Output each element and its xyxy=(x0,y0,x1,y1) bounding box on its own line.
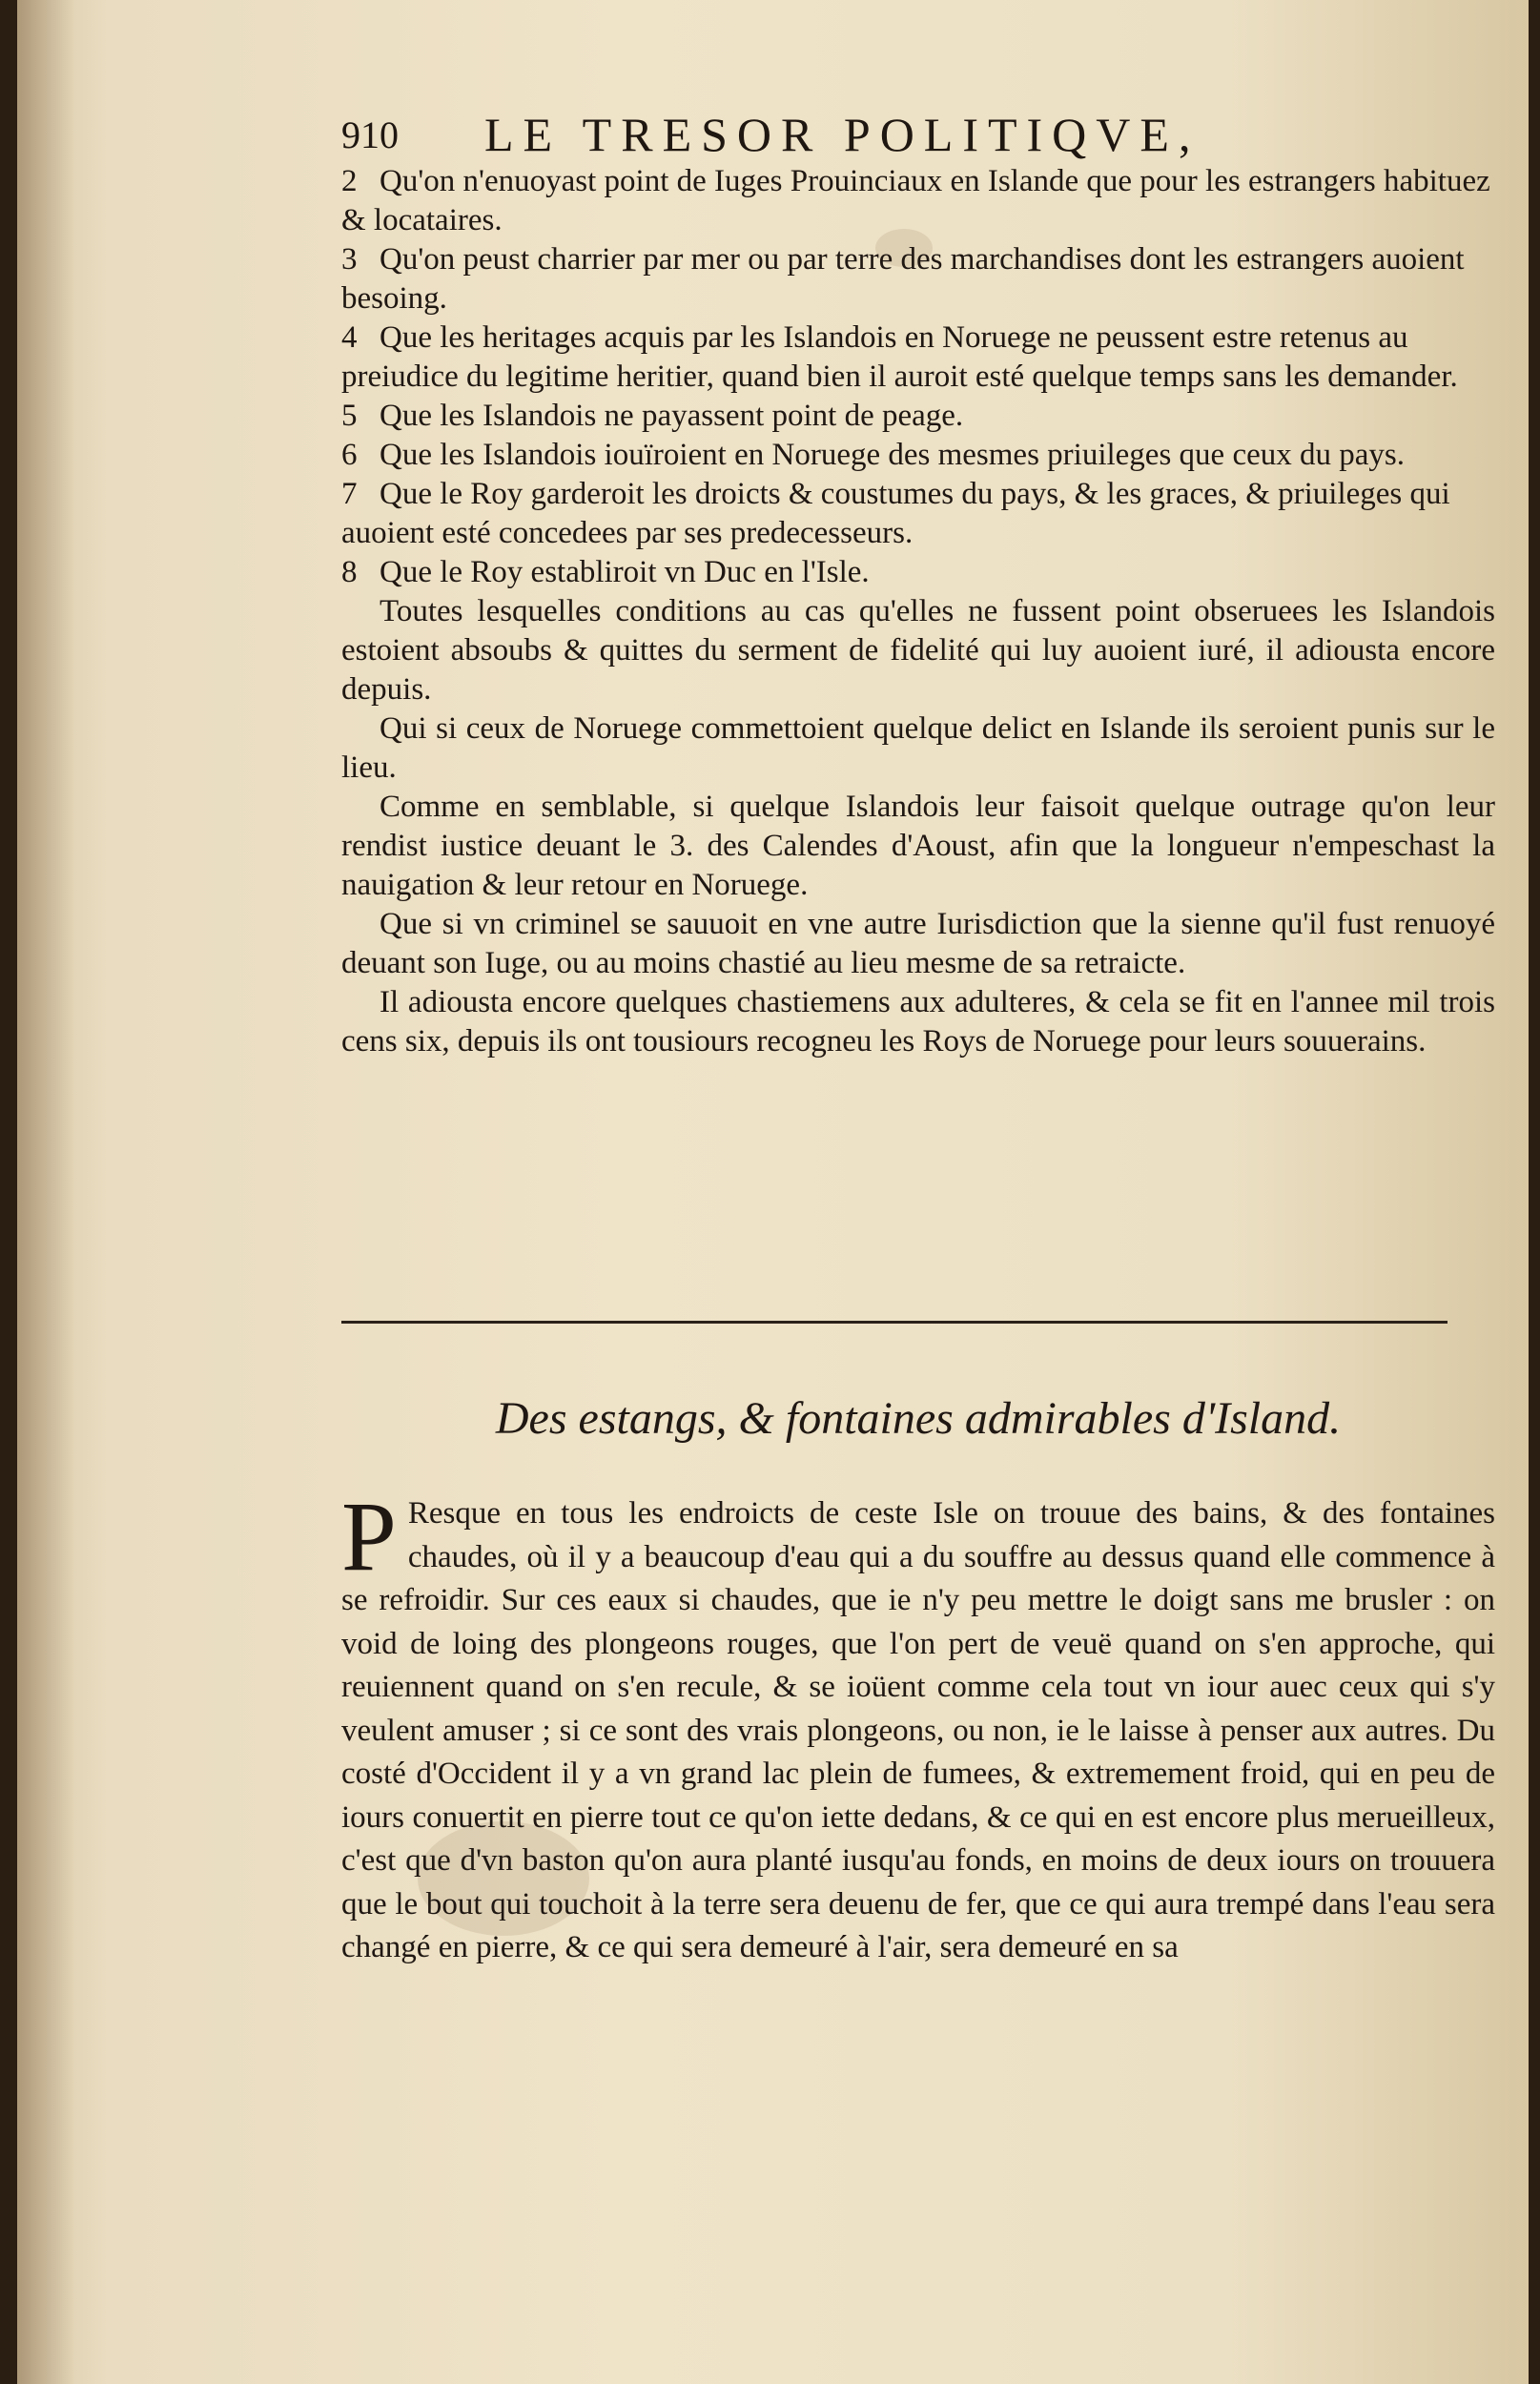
running-title: LE TRESOR POLITIQVE, xyxy=(484,108,1201,161)
article-number: 4 xyxy=(341,320,358,355)
section-heading: Des estangs, & fontaines admirables d'Island. xyxy=(495,1393,1342,1444)
paragraph: Que si vn criminel se sauuoit en vne autre Iurisdiction que la sienne qu'il fust renuoyé deuant son Iuge, ou au moins chastié au lieu mesme de sa retraicte. xyxy=(341,907,1495,980)
drop-cap: P xyxy=(341,1482,397,1592)
article-3 xyxy=(341,240,1495,319)
article-7 xyxy=(341,475,1495,553)
article-text: Qu'on peust charrier par mer ou par terre des marchandises dont les estrangers auoient besoing. xyxy=(341,242,1465,316)
article-number: 8 xyxy=(341,555,358,589)
section-text: Resque en tous les endroicts de ceste Isle on trouue des bains, & des fontaines chaudes, où il y a beaucoup d'eau qui a du souffre au dessus quand elle commence à se refroidir. Sur ces eaux si chaudes, que ie n'y peu mettre le doigt sans me brusler : on void de loing des plongeons rouges, que l'on pert de veuë quand on s'en approche, qui reuiennent quand on s'en recule, & se ioüent comme cela tout vn iour auec ceux qui s'y veulent amuser ; si ce sont des vrais plongeons, ou non, ie le laisse à penser aux autres. Du costé d'Occident il y a vn grand lac plein de fumees, & extremement froid, qui en peu de iours conuertit en pierre tout ce qu'on iette dedans, & ce qui en est encore plus merueilleux, c'est que d'vn baston qu'on aura planté iusqu'au fonds, en moins de deux iours on trouuera que le bout qui touchoit à la terre sera deuenu de fer, que ce qui aura trempé dans l'eau sera changé en pierre, & ce qui sera demeuré à l'air, sera demeuré en sa xyxy=(341,1496,1495,1964)
article-4 xyxy=(341,319,1495,397)
article-text: Que le Roy establiroit vn Duc en l'Isle. xyxy=(380,555,870,589)
article-number: 6 xyxy=(341,438,358,472)
paragraph: Comme en semblable, si quelque Islandois leur faisoit quelque outrage qu'on leur rendist iustice deuant le 3. des Calendes d'Aoust, afin que la longueur n'empeschast la nauigation & leur retour en Noruege. xyxy=(341,790,1495,902)
article-number: 2 xyxy=(341,164,358,198)
main-text xyxy=(341,162,1495,1061)
article-8 xyxy=(341,553,1495,592)
book-page xyxy=(17,0,1529,2384)
article-number: 3 xyxy=(341,242,358,277)
paragraph: Il adiousta encore quelques chastiemens aux adulteres, & cela se fit en l'annee mil trois cens six, depuis ils ont tousiours recogneu les Roys de Noruege pour leurs souuerains. xyxy=(341,985,1495,1058)
section-body xyxy=(341,1482,1495,1970)
article-2 xyxy=(341,162,1495,240)
paragraph: Qui si ceux de Noruege commettoient quelque delict en Islande ils seroient punis sur le lieu. xyxy=(341,711,1495,785)
article-5 xyxy=(341,397,1495,436)
article-text: Que les Islandois iouïroient en Noruege des mesmes priuileges que ceux du pays. xyxy=(380,438,1405,472)
article-text: Que le Roy garderoit les droicts & coustumes du pays, & les graces, & priuileges qui auoient esté concedees par ses predecesseurs. xyxy=(341,477,1450,550)
article-text: Qu'on n'enuoyast point de Iuges Prouinciaux en Islande que pour les estrangers habituez & locataires. xyxy=(341,164,1490,237)
article-text: Que les heritages acquis par les Islandois en Noruege ne peussent estre retenus au preiudice du legitime heritier, quand bien il auroit esté quelque temps sans les demander. xyxy=(341,320,1458,394)
section-divider xyxy=(341,1321,1448,1324)
article-text: Que les Islandois ne payassent point de peage. xyxy=(380,399,964,433)
article-number: 5 xyxy=(341,399,358,433)
article-number: 7 xyxy=(341,477,358,511)
article-6 xyxy=(341,436,1495,475)
paragraph: Toutes lesquelles conditions au cas qu'elles ne fussent point obseruees les Islandois estoient absoubs & quittes du serment de fidelité qui luy auoient iuré, il adiousta encore depuis. xyxy=(341,594,1495,707)
page-number: 910 xyxy=(341,113,399,156)
